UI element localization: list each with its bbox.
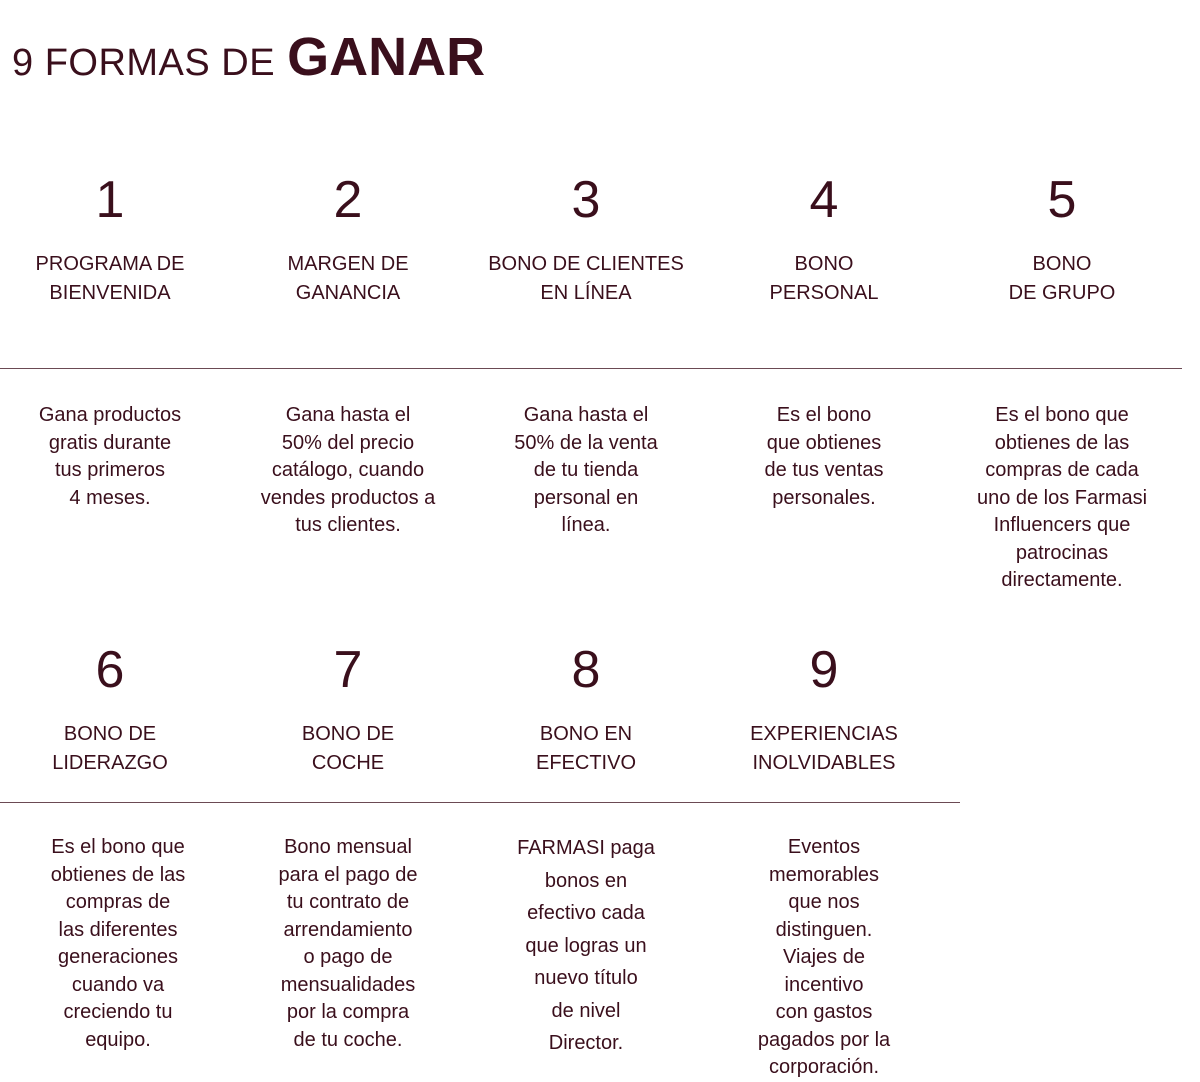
- item-7-header: [238, 640, 458, 778]
- item-label: BONO DE LIDERAZGO: [52, 723, 168, 774]
- item-5-description: Es el bono que obtienes de las compras de cada uno de los Farmasi Influencers que patrocinas directamente.: [976, 404, 1148, 591]
- item-number: 1: [95, 171, 125, 229]
- item-number: 8: [571, 641, 601, 699]
- item-label: BONO DE COCHE: [301, 723, 395, 774]
- row-1-divider: [0, 368, 1182, 369]
- item-label: BONO DE GRUPO: [1008, 253, 1116, 304]
- item-1-description: Gana productos gratis durante tus primeros 4 meses.: [38, 404, 182, 509]
- item-4-header: [714, 170, 934, 308]
- item-number: 9: [809, 641, 839, 699]
- item-2-header: [238, 170, 458, 308]
- item-2-description: Gana hasta el 50% del precio catálogo, cuando vendes productos a tus clientes.: [260, 404, 436, 536]
- item-label: BONO PERSONAL: [769, 253, 879, 304]
- page-title: [12, 26, 485, 86]
- page-title-bold: GANAR: [287, 27, 486, 87]
- item-5-header: [952, 170, 1172, 308]
- item-8-description: FARMASI paga bonos en efectivo cada que logras un nuevo título de nivel Director.: [517, 837, 655, 1054]
- item-1-header: [0, 170, 220, 308]
- item-label: MARGEN DE GANANCIA: [287, 253, 409, 304]
- item-label: BONO DE CLIENTES EN LÍNEA: [488, 253, 684, 304]
- row-2-divider: [0, 802, 960, 803]
- item-4-description: Es el bono que obtienes de tus ventas personales.: [764, 404, 884, 509]
- item-label: EXPERIENCIAS INOLVIDABLES: [750, 723, 898, 774]
- item-number: 3: [571, 171, 601, 229]
- item-9-header: [714, 640, 934, 778]
- item-number: 5: [1047, 171, 1077, 229]
- item-9-description: Eventos memorables que nos distinguen. Viajes de incentivo con gastos pagados por la corporación.: [757, 836, 891, 1078]
- item-label: BONO EN EFECTIVO: [535, 723, 636, 774]
- item-number: 4: [809, 171, 839, 229]
- item-7-description: Bono mensual para el pago de tu contrato de arrendamiento o pago de mensualidades por la compra de tu coche.: [278, 836, 418, 1051]
- item-6-description: Es el bono que obtienes de las compras de las diferentes generaciones cuando va creciendo tu equipo.: [50, 836, 186, 1051]
- item-number: 7: [333, 641, 363, 699]
- item-number: 6: [95, 641, 125, 699]
- item-number: 2: [333, 171, 363, 229]
- item-3-header: [476, 170, 696, 308]
- item-8-header: [476, 640, 696, 778]
- item-3-description: Gana hasta el 50% de la venta de tu tienda personal en línea.: [514, 404, 658, 536]
- page-title-light: 9 FORMAS DE: [12, 42, 276, 84]
- item-label: PROGRAMA DE BIENVENIDA: [35, 253, 185, 304]
- item-6-header: [0, 640, 220, 778]
